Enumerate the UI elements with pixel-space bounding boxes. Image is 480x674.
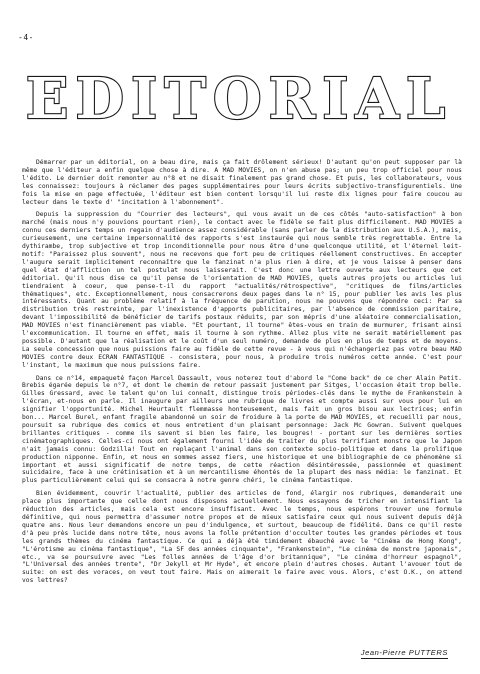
masthead-title: EDITORIAL <box>25 66 453 132</box>
editorial-masthead <box>25 66 453 132</box>
masthead-lettering <box>25 66 453 132</box>
paragraph-intro: Démarrer par un éditorial, on a beau dire, mais ça fait drôlement sérieux! D'autant qu'on peut supposer par là même que l'éditeur a enfin quelque chose à dire. A MAD MOVIES, on n'en abuse pas; un peu trop officiel pour nous l'édito. Le dernier doit remonter au n°8 et ne disait finalement pas grand chose. Et puis, les collaborateurs, vous les connaissez: toujours à réclamer des pages supplémentaires pour leurs écrits subjectivo-transfigurentiels. Une fois la mise en page effectuée, l'éditeur est bien content lorsqu'il lui reste dix lignes pour faire coucou au lecteur dans le texte d' "incitation à l'abonnement". <box>22 159 462 206</box>
page-number: -4- <box>18 33 34 42</box>
editorial-body <box>22 159 462 590</box>
paragraph-readers: Depuis la suppression du "Courrier des lecteurs", qui vous avait un de ces côtés "auto-satisfaction" à bon marché (mais nous n'y pouvions pourtant rien), le contact avec le fidèle se fait plus difficilement. MAD MOVIES a connu ces derniers temps un regain d'audience assez considérable (sans parler de la distribution aux U.S.A.), mais, curieusement, une certaine impersonnalité des rapports s'est instaurée qui nous semble très regrettable. Entre la dythirambe, trop subjective et trop inconditionnelle pour nous être d'une quelconque utilité, et l'éternel leit-motif: "Paraissez plus souvent", nous ne recevons que fort peu de critiques réellement constructives. En accepter l'augure serait implicitement reconnaître que le fanzinat n'a plus rien à dire, et je vous laisse à penser dans quel état d'affliction un tel postulat nous laisserait. C'est donc une lettre ouverte aux lecteurs que cet éditorial. Qu'il nous dise ce qu'il pense de l'orientation de MAD MOVIES, quels autres projets ou articles lui tiendraient à coeur, que pense-t-il du rapport "actualités/rétrospective", "critiques de films/articles thématiques", etc. Exceptionnellement, nous consacrerons deux pages dans le n° 15, pour publier les avis les plus intéressants. Quant au problème relatif à la fréquence de parution, nous ne pouvons que répondre ceci: Par sa distribution très restreinte, par l'inexistence d'apports publicitaires, par l'absence de commission paritaire, devant l'impossibilité de bénéficier de tarifs postaux réduits, par son mépris d'une aléatoire commercialisation, MAD MOVIES n'est financièrement pas viable. "Et pourtant, il tourne" êtes-vous en train de murmurer, frisant ainsi l'excommunication. Il tourne en effet, mais il tourne à son rythme. Allez plus vite ne serait matériellement pas possible. D'autant que la réalisation et le coût d'un seul numéro, demande de plus en plus de temps et de moyens. La seule concession que nous puissions faire au fidèle de cette revue - à vous qui n'échangeriez pas votre beau MAD MOVIES contre deux ECRAN FANTASTIQUE - consistera, pour nous, à produire trois numéros cette année. C'est pour l'instant, le maximum que nous puissions faire. <box>22 211 462 369</box>
paragraph-future: Bien évidemment, couvrir l'actualité, publier des articles de fond, élargir nos rubriques, demanderait une place plus importante que celle dont nous disposons actuellement. Nous essayons de tricher en intensifiant la réduction des articles, mais cela est encore insuffisant. Avec le temps, nous espérons trouver une formule définitive, qui nous permettra d'assumer notre propos et de mieux satisfaire ceux qui nous suivent depuis déjà quatre ans. Nous leur demandons encore un peu d'indulgence, et surtout, beaucoup de fidélité. Dans ce qu'il reste d'à peu près lucide dans notre tête, nous avons la folle prétention d'occulter toutes les grandes périodes et tous les grands thèmes du cinéma fantastique. Ce qui a déjà été timidement ébauché avec le "Cinéma de Hong Kong", "L'érotisme au cinéma fantastique", "La SF des années cinquante", "Frankenstein", "Le cinéma de monstre japonais", etc., va se poursuivre avec "Les folles années de l'âge d'or britannique", "Le cinéma d'horreur espagnol", "L'Universal des années trente", "Dr Jekyll et Mr Hyde", et encore plein d'autres choses. Autant l'avouer tout de suite: on est des voraces, on veut tout faire. Mais on aimerait le faire avec vous. Alors, c'est O.K., on attend vos lettres? <box>22 490 462 585</box>
author-signature: Jean-Pierre PUTTERS <box>360 648 448 657</box>
paragraph-issue-contents: Dans ce n°14, empaqueté façon Marcel Dassault, vous noterez tout d'abord le "Come back" de ce cher Alain Petit. Brebis égarée depuis le n°7, et dont le chemin de retour passait justement par Sitges, l'occasion était trop belle. Gilles Gressard, avec le talent qu'on lui connaît, distingue trois périodes-clés dans le mythe de Frankenstein à l'écran, et-nous en parle. Il inaugure par ailleurs une rubrique de livres et compte aussi sur vous pour lui en signifier l'opportunité. Michel Heurtault flemmasse honteusement, mais fait un gros bisou aux lectrices; enfin bon... Marcel Burel, enfant fragile abandonné un soir de froidure à la porte de MAD MOVIES, et recueilli par nous, poursuit sa rubrique des comics et nous entretient d'un plaisant personnage: Jack Mc Gowran. Suivent quelques brillantes critiques - comme ils savent si bien les faire, les bougres! - portant sur les dernières sorties cinématographiques. Celles-ci nous ont également fourni l'idée de traiter du plus terrifiant monstre que le Japon n'ait jamais connu: Godzilla! Tout en replaçant l'animal dans son contexte socio-politique et dans la prolifique production nipponne. Enfin, et nous en sommes assez fiers, une historique et une bibliographie de ce phénomène si important et aussi significatif de notre temps, de cette réaction désintéressée, passionnée et quasiment suicidaire, face à une crétinisation et à un mercantilisme éhontés de la plupart des mass média: le fanzinat. Et plus particulièrement celui qui se consacra à notre genre chéri, le cinéma fantastique. <box>22 374 462 485</box>
